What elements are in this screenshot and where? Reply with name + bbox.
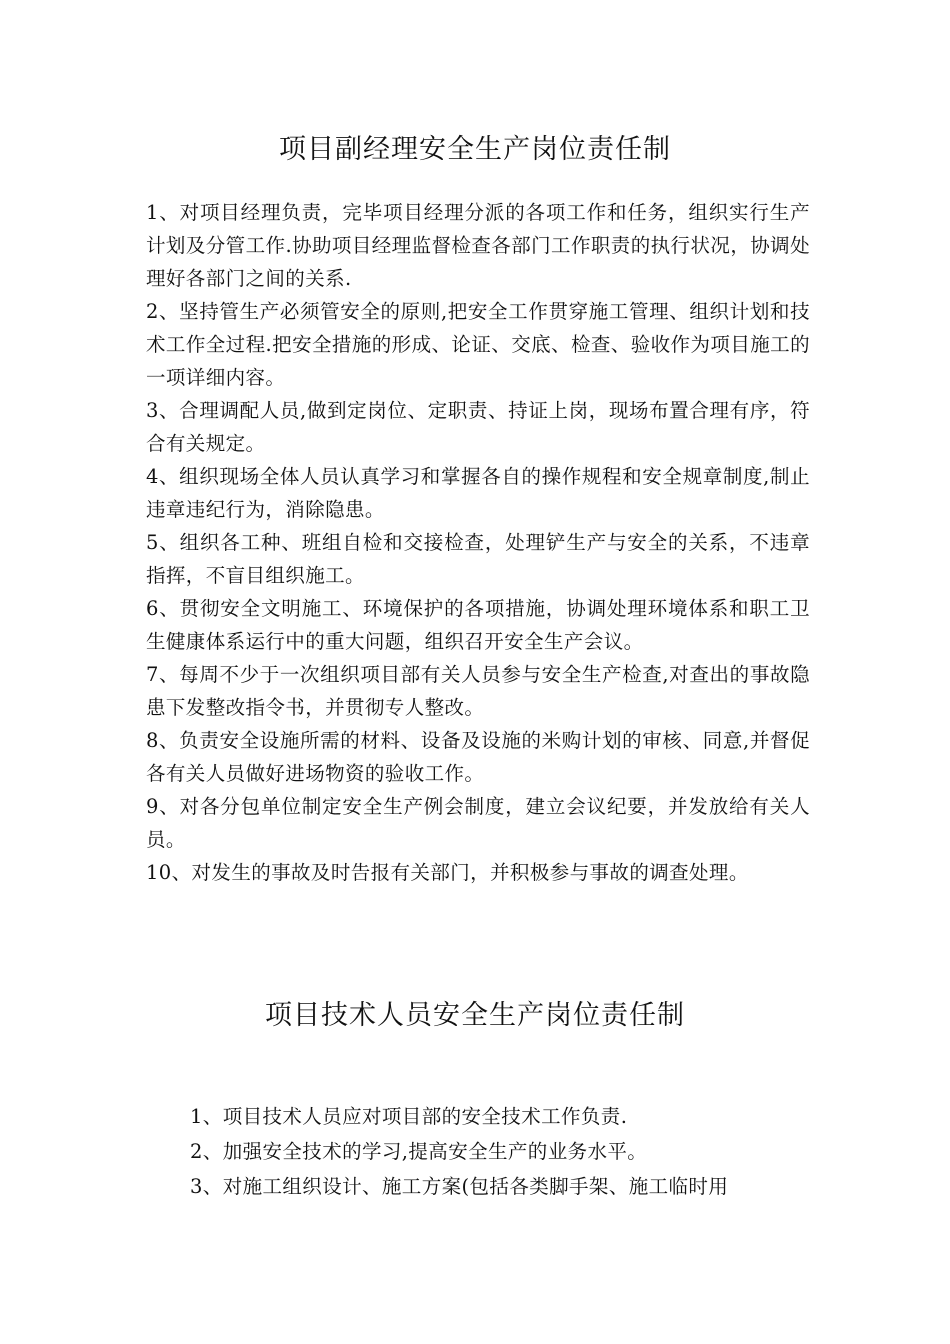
section-2-item-1: 1、项目技术人员应对项目部的安全技术工作负责. xyxy=(190,1105,628,1128)
section-1-body xyxy=(146,196,810,889)
section-1-item-9: 9、对各分包单位制定安全生产例会制度，建立会议纪要，并发放给有关人员。 xyxy=(146,795,810,851)
section-1-item-4: 4、组织现场全体人员认真学习和掌握各自的操作规程和安全规章制度,制止违章违纪行为，消除隐患。 xyxy=(146,465,810,521)
section-1-title: 项目副经理安全生产岗位责任制 xyxy=(279,134,671,165)
section-2-item-2: 2、加强安全技术的学习,提高安全生产的业务水平。 xyxy=(190,1140,648,1163)
section-1-item-8: 8、负责安全设施所需的材料、设备及设施的米购计划的审核、同意,并督促各有关人员做好进场物资的验收工作。 xyxy=(146,729,810,785)
section-1-item-2: 2、坚持管生产必须管安全的原则,把安全工作贯穿施工管理、组织计划和技术工作全过程.把安全措施的形成、论证、交底、检查、验收作为项目施工的一项详细内容。 xyxy=(146,300,810,389)
section-1-item-7: 7、每周不少于一次组织项目部有关人员参与安全生产检查,对查出的事故隐患下发整改指令书，并贯彻专人整改。 xyxy=(146,663,810,719)
section-1-item-5: 5、组织各工种、班组自检和交接检查，处理铲生产与安全的关系，不违章指挥，不盲目组织施工。 xyxy=(146,531,810,587)
section-2-body xyxy=(190,1099,820,1204)
section-2-title: 项目技术人员安全生产岗位责任制 xyxy=(265,1000,685,1031)
section-1-item-10: 10、对发生的事故及时告报有关部门，并积极参与事故的调查处理。 xyxy=(146,861,749,884)
section-1-item-3: 3、合理调配人员,做到定岗位、定职责、持证上岗，现场布置合理有序，符合有关规定。 xyxy=(146,399,810,455)
section-2-item-3: 3、对施工组织设计、施工方案(包括各类脚手架、施工临时用 xyxy=(190,1175,729,1198)
section-1-item-1: 1、对项目经理负责，完毕项目经理分派的各项工作和任务，组织实行生产计划及分管工作.协助项目经理监督检查各部门工作职责的执行状况，协调处理好各部门之间的关系. xyxy=(146,201,810,290)
section-1-item-6: 6、贯彻安全文明施工、环境保护的各项措施，协调处理环境体系和职工卫生健康体系运行中的重大问题，组织召开安全生产会议。 xyxy=(146,597,810,653)
